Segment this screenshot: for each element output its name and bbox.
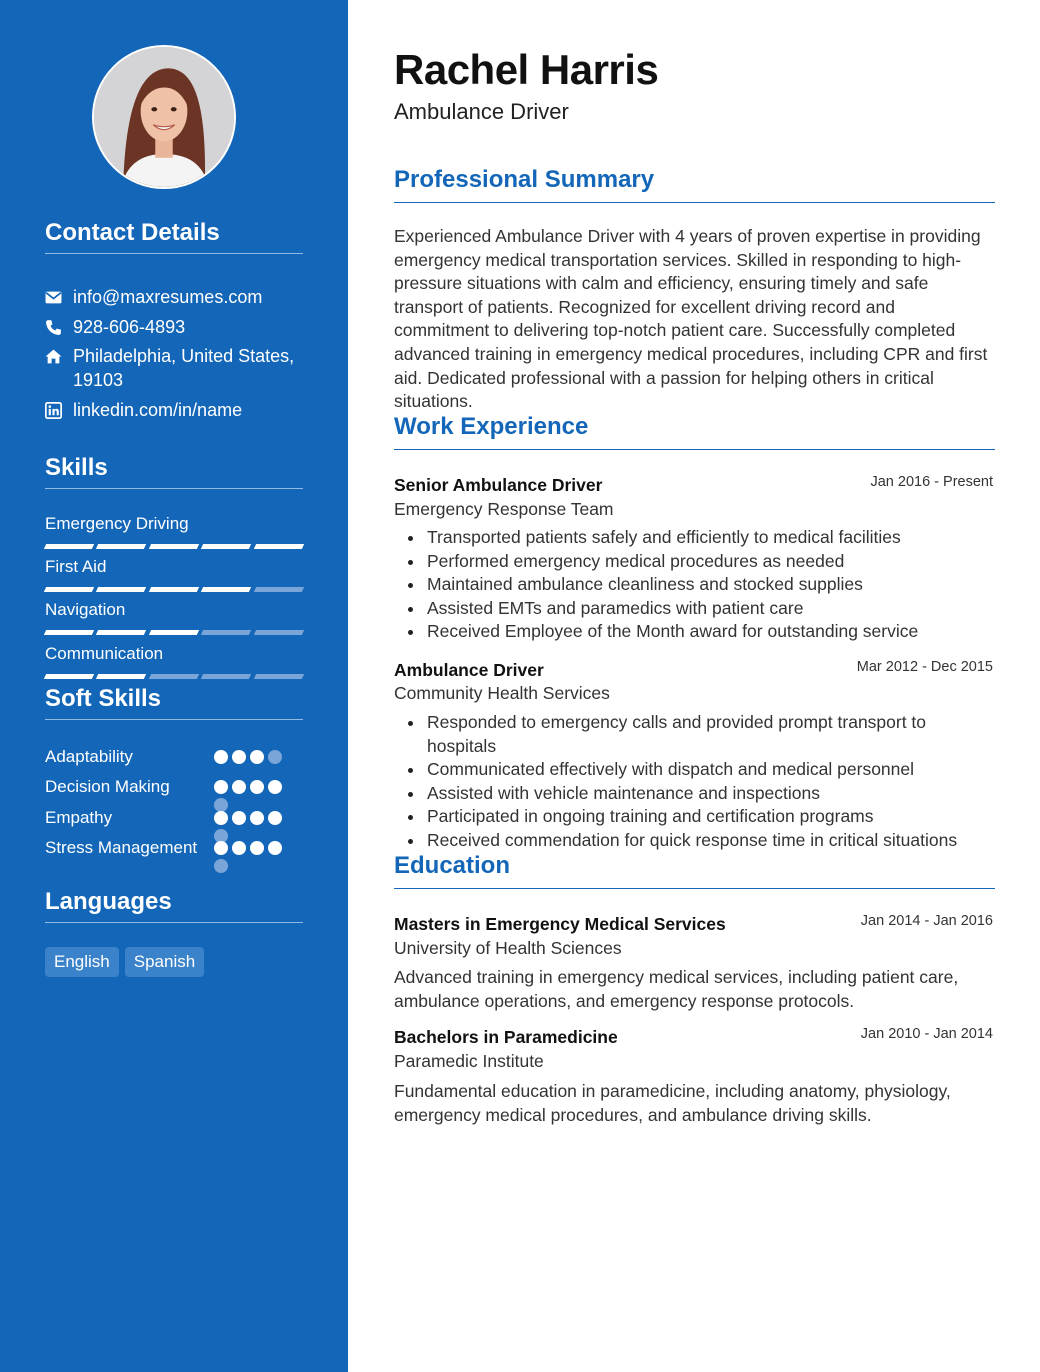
skill-label: First Aid [45, 557, 107, 576]
languages-list [45, 947, 204, 977]
school-name: University of Health Sciences [394, 938, 622, 958]
rating-dot [232, 811, 246, 825]
skill-level-bar [45, 544, 303, 549]
skill-label: Navigation [45, 600, 126, 619]
address-line-2: 19103 [73, 370, 124, 390]
rating-dot [214, 841, 228, 855]
skill-level-segment [149, 587, 200, 592]
degree-description: Fundamental education in paramedicine, including anatomy, physiology, emergency medical procedures, and ambulance driving skills. [394, 1081, 951, 1125]
job-title: Ambulance Driver [394, 660, 544, 680]
skill-level-segment [96, 587, 147, 592]
skill-level-segment [253, 630, 304, 635]
rating-dot [250, 811, 264, 825]
address-line-1: Philadelphia, United States, [73, 346, 295, 366]
skill-level-segment [149, 544, 200, 549]
skill-level-segment [201, 630, 252, 635]
rating-dot [232, 841, 246, 855]
soft-skills-heading: Soft Skills [45, 685, 303, 720]
degree-description: Advanced training in emergency medical services, including patient care, ambulance operations, and emergency response protocols. [394, 967, 959, 1011]
job-date: Jan 2016 - Present [870, 474, 993, 490]
rating-dot [214, 811, 228, 825]
skill-label: Communication [45, 644, 164, 663]
phone-icon [45, 315, 73, 339]
summary-text: Experienced Ambulance Driver with 4 years of proven expertise in providing emergency medical transportation services. Skilled in responding to high-pressure situations with calm and efficiency, ensuring timely and safe transport of patients. Recognized for excellent driving record and commitment to delivering top-notch patient care. Successfully completed advanced training in emergency medical procedures, including CPR and first aid. Dedicated professional with a passion for helping others in critical situations. [394, 226, 988, 412]
skills-heading: Skills [45, 454, 303, 489]
rating-dot [214, 798, 228, 812]
rating-dot [250, 780, 264, 794]
skill-level-segment [44, 674, 95, 679]
skill-level-bar [45, 630, 303, 635]
degree-title: Bachelors in Paramedicine [394, 1027, 618, 1047]
rating-dot [250, 841, 264, 855]
summary-heading: Professional Summary [394, 166, 995, 203]
linkedin-icon [45, 398, 73, 422]
skill-level-bar [45, 587, 303, 592]
list-item: Transported patients safely and efficiently to medical facilities [394, 526, 994, 550]
candidate-name: Rachel Harris [394, 46, 659, 93]
email-text: info@maxresumes.com [73, 287, 263, 307]
list-item: Maintained ambulance cleanliness and stocked supplies [394, 573, 994, 597]
skill-level-segment [44, 587, 95, 592]
contact-address [45, 344, 305, 392]
soft-skill-rating [214, 841, 286, 873]
skill-level-segment [96, 544, 147, 549]
skill-level-segment [96, 630, 147, 635]
languages-heading: Languages [45, 888, 303, 923]
contact-heading: Contact Details [45, 219, 303, 254]
skill-level-bar [45, 674, 303, 679]
school-name: Paramedic Institute [394, 1051, 544, 1071]
linkedin-text: linkedin.com/in/name [73, 400, 243, 420]
rating-dot [268, 750, 282, 764]
home-icon [45, 344, 73, 368]
soft-skill-rating [214, 750, 286, 764]
contact-email[interactable] [45, 285, 305, 309]
degree-date: Jan 2010 - Jan 2014 [860, 1026, 993, 1042]
list-item: Participated in ongoing training and certification programs [394, 805, 994, 829]
list-item: Received Employee of the Month award for outstanding service [394, 620, 994, 644]
soft-skill-label: Empathy [45, 808, 113, 827]
job-date: Mar 2012 - Dec 2015 [856, 659, 993, 675]
list-item: Performed emergency medical procedures as needed [394, 550, 994, 574]
job-title: Senior Ambulance Driver [394, 475, 603, 495]
skill-label: Emergency Driving [45, 514, 189, 533]
job-org: Community Health Services [394, 683, 610, 703]
list-item: Assisted with vehicle maintenance and inspections [394, 782, 994, 806]
rating-dot [214, 859, 228, 873]
skill-level-segment [149, 674, 200, 679]
list-item: Received commendation for quick response time in critical situations [394, 829, 994, 853]
contact-linkedin[interactable] [45, 398, 305, 422]
degree-date: Jan 2014 - Jan 2016 [860, 913, 993, 929]
language-tag: English [45, 947, 119, 977]
list-item: Responded to emergency calls and provided prompt transport to hospitals [394, 711, 994, 758]
skill-level-segment [253, 544, 304, 549]
contact-phone[interactable] [45, 315, 305, 339]
list-item: Communicated effectively with dispatch and medical personnel [394, 758, 994, 782]
list-item: Assisted EMTs and paramedics with patient care [394, 597, 994, 621]
degree-title: Masters in Emergency Medical Services [394, 914, 726, 934]
skill-level-segment [253, 587, 304, 592]
skill-level-segment [201, 544, 252, 549]
soft-skill-label: Adaptability [45, 747, 133, 766]
skill-level-segment [201, 587, 252, 592]
education-heading: Education [394, 852, 995, 889]
job-bullets [394, 526, 994, 644]
soft-skill-rating [214, 811, 286, 843]
language-tag: Spanish [125, 947, 204, 977]
skill-level-segment [96, 674, 147, 679]
soft-skill-label: Decision Making [45, 777, 170, 796]
soft-skill-rating [214, 780, 286, 812]
sidebar [0, 0, 348, 1372]
skill-level-segment [44, 544, 95, 549]
candidate-role: Ambulance Driver [394, 99, 569, 124]
skill-level-segment [253, 674, 304, 679]
envelope-icon [45, 285, 73, 309]
experience-heading: Work Experience [394, 413, 995, 450]
skill-level-segment [149, 630, 200, 635]
rating-dot [250, 750, 264, 764]
profile-photo [94, 47, 234, 187]
soft-skill-label: Stress Management [45, 838, 198, 857]
rating-dot [232, 780, 246, 794]
rating-dot [268, 811, 282, 825]
rating-dot [232, 750, 246, 764]
rating-dot [214, 780, 228, 794]
job-org: Emergency Response Team [394, 499, 614, 519]
job-bullets [394, 711, 994, 853]
skill-level-segment [201, 674, 252, 679]
rating-dot [268, 780, 282, 794]
rating-dot [214, 750, 228, 764]
avatar [92, 45, 236, 189]
rating-dot [268, 841, 282, 855]
phone-text: 928-606-4893 [73, 317, 186, 337]
skill-level-segment [44, 630, 95, 635]
